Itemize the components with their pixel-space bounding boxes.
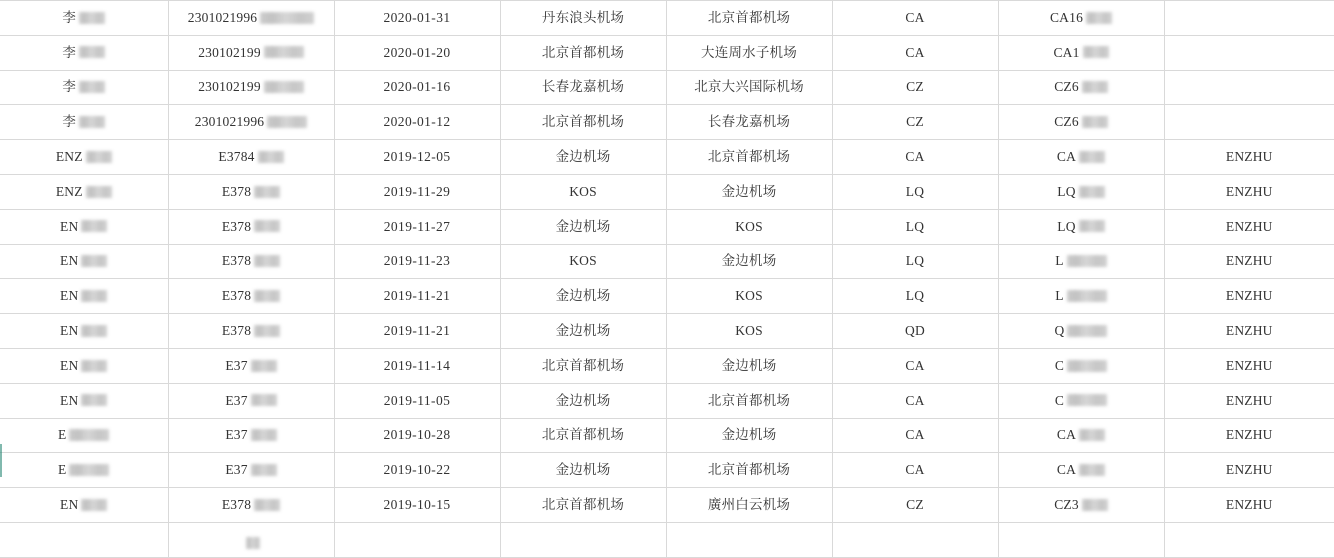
cell-id-number[interactable]: E378	[168, 279, 334, 314]
cell-flight-number[interactable]: CA	[998, 453, 1164, 488]
cell-flight-date[interactable]: 2019-11-21	[334, 314, 500, 349]
redaction-block	[260, 12, 314, 24]
cell-departure-airport[interactable]: 长春龙嘉机场	[500, 70, 666, 105]
cell-passenger-name[interactable]: EN	[0, 348, 168, 383]
cell-departure-airport[interactable]: 北京首都机场	[500, 418, 666, 453]
cell-id-number[interactable]: E37	[168, 348, 334, 383]
cell-passenger-name[interactable]: 李	[0, 105, 168, 140]
table-row[interactable]	[0, 418, 1334, 453]
cell-departure-airport[interactable]: 金边机场	[500, 453, 666, 488]
cell-departure-airport[interactable]: KOS	[500, 174, 666, 209]
cell-agent[interactable]	[1164, 522, 1334, 557]
cell-passenger-name[interactable]: EN	[0, 209, 168, 244]
cell-passenger-name[interactable]: E	[0, 453, 168, 488]
redaction-block	[86, 151, 112, 163]
redaction-block	[1067, 394, 1107, 406]
cell-flight-date[interactable]: 2019-10-15	[334, 488, 500, 523]
table-row[interactable]	[0, 244, 1334, 279]
cell-agent[interactable]: ENZHU	[1164, 140, 1334, 175]
redaction-block	[1083, 46, 1109, 58]
table-row[interactable]	[0, 314, 1334, 349]
cell-agent[interactable]: ENZHU	[1164, 348, 1334, 383]
table-row[interactable]	[0, 70, 1334, 105]
cell-passenger-name[interactable]: ENZ	[0, 174, 168, 209]
table-row[interactable]	[0, 488, 1334, 523]
cell-flight-number[interactable]: CA	[998, 418, 1164, 453]
redaction-block	[1067, 325, 1107, 337]
table-row[interactable]	[0, 279, 1334, 314]
cell-agent[interactable]: ENZHU	[1164, 174, 1334, 209]
cell-flight-date[interactable]: 2019-11-29	[334, 174, 500, 209]
row-selection-marker	[0, 444, 2, 477]
cell-departure-airport[interactable]: 金边机场	[500, 383, 666, 418]
cell-flight-date[interactable]: 2020-01-20	[334, 35, 500, 70]
redaction-block	[254, 186, 280, 198]
cell-departure-airport[interactable]	[500, 522, 666, 557]
cell-id-number[interactable]: E37	[168, 418, 334, 453]
cell-arrival-airport[interactable]: KOS	[666, 279, 832, 314]
redaction-block	[251, 394, 277, 406]
table-row[interactable]	[0, 383, 1334, 418]
cell-flight-date[interactable]: 2019-11-14	[334, 348, 500, 383]
cell-arrival-airport[interactable]: 北京首都机场	[666, 383, 832, 418]
cell-id-number[interactable]: 2301021996	[168, 105, 334, 140]
redaction-block	[79, 46, 105, 58]
cell-id-number[interactable]: E378	[168, 314, 334, 349]
cell-agent[interactable]	[1164, 1, 1334, 36]
cell-departure-airport[interactable]: 北京首都机场	[500, 348, 666, 383]
table-row[interactable]	[0, 348, 1334, 383]
cell-airline-code[interactable]: CA	[832, 140, 998, 175]
cell-flight-date[interactable]: 2019-12-05	[334, 140, 500, 175]
table-row[interactable]	[0, 174, 1334, 209]
cell-departure-airport[interactable]: 金边机场	[500, 314, 666, 349]
redaction-block	[81, 255, 107, 267]
cell-agent[interactable]	[1164, 105, 1334, 140]
table-row[interactable]	[0, 209, 1334, 244]
redaction-block	[81, 290, 107, 302]
cell-id-number[interactable]: E37	[168, 383, 334, 418]
cell-arrival-airport[interactable]: 长春龙嘉机场	[666, 105, 832, 140]
cell-flight-date[interactable]: 2019-11-23	[334, 244, 500, 279]
cell-airline-code[interactable]: LQ	[832, 174, 998, 209]
table-row[interactable]	[0, 1, 1334, 36]
cell-passenger-name[interactable]: EN	[0, 488, 168, 523]
cell-departure-airport[interactable]: 丹东浪头机场	[500, 1, 666, 36]
cell-airline-code[interactable]: CA	[832, 383, 998, 418]
table-row[interactable]	[0, 105, 1334, 140]
cell-departure-airport[interactable]: 北京首都机场	[500, 488, 666, 523]
redaction-block	[81, 360, 107, 372]
cell-agent[interactable]: ENZHU	[1164, 488, 1334, 523]
cell-departure-airport[interactable]: 金边机场	[500, 140, 666, 175]
redaction-block	[79, 116, 105, 128]
redaction-block	[264, 81, 304, 93]
table-row[interactable]	[0, 522, 1334, 557]
cell-departure-airport[interactable]: 北京首都机场	[500, 105, 666, 140]
cell-flight-number[interactable]: LQ	[998, 174, 1164, 209]
cell-arrival-airport[interactable]: 北京大兴国际机场	[666, 70, 832, 105]
cell-agent[interactable]	[1164, 35, 1334, 70]
cell-flight-number[interactable]	[998, 522, 1164, 557]
cell-flight-number[interactable]: CZ6	[998, 70, 1164, 105]
redaction-block	[1082, 116, 1108, 128]
cell-airline-code[interactable]: QD	[832, 314, 998, 349]
redaction-block	[86, 186, 112, 198]
redaction-block	[79, 81, 105, 93]
redaction-block	[254, 499, 280, 511]
redaction-block	[1079, 464, 1105, 476]
redaction-block	[1082, 499, 1108, 511]
cell-airline-code[interactable]: CZ	[832, 488, 998, 523]
redaction-block	[251, 464, 277, 476]
cell-id-number[interactable]: E378	[168, 174, 334, 209]
cell-passenger-name[interactable]: EN	[0, 314, 168, 349]
cell-passenger-name[interactable]: 李	[0, 1, 168, 36]
cell-flight-number[interactable]: C	[998, 348, 1164, 383]
redaction-block	[246, 537, 260, 549]
cell-arrival-airport[interactable]: KOS	[666, 209, 832, 244]
cell-arrival-airport[interactable]: 金边机场	[666, 418, 832, 453]
cell-agent[interactable]: ENZHU	[1164, 383, 1334, 418]
redaction-block	[251, 360, 277, 372]
cell-flight-number[interactable]: CA	[998, 140, 1164, 175]
cell-departure-airport[interactable]: 北京首都机场	[500, 35, 666, 70]
cell-flight-number[interactable]: L	[998, 279, 1164, 314]
cell-flight-number[interactable]: CA1	[998, 35, 1164, 70]
cell-flight-date[interactable]	[334, 522, 500, 557]
cell-departure-airport[interactable]: KOS	[500, 244, 666, 279]
cell-agent[interactable]: ENZHU	[1164, 279, 1334, 314]
cell-departure-airport[interactable]: 金边机场	[500, 279, 666, 314]
cell-arrival-airport[interactable]: 大连周水子机场	[666, 35, 832, 70]
table-body	[0, 1, 1334, 558]
cell-passenger-name[interactable]: E	[0, 418, 168, 453]
cell-flight-date[interactable]: 2019-11-05	[334, 383, 500, 418]
cell-id-number[interactable]: E3784	[168, 140, 334, 175]
cell-id-number[interactable]: E37	[168, 453, 334, 488]
cell-arrival-airport[interactable]: 廣州白云机场	[666, 488, 832, 523]
cell-flight-number[interactable]: CZ6	[998, 105, 1164, 140]
redaction-block	[81, 499, 107, 511]
cell-flight-date[interactable]: 2020-01-16	[334, 70, 500, 105]
cell-passenger-name[interactable]: ENZ	[0, 140, 168, 175]
redaction-block	[1079, 186, 1105, 198]
cell-airline-code[interactable]: CA	[832, 35, 998, 70]
redaction-block	[254, 290, 280, 302]
cell-airline-code[interactable]: CA	[832, 348, 998, 383]
cell-arrival-airport[interactable]	[666, 522, 832, 557]
cell-flight-date[interactable]: 2019-10-28	[334, 418, 500, 453]
cell-flight-date[interactable]: 2019-10-22	[334, 453, 500, 488]
redaction-block	[264, 46, 304, 58]
cell-airline-code[interactable]: LQ	[832, 279, 998, 314]
cell-airline-code[interactable]: CA	[832, 418, 998, 453]
redaction-block	[1079, 151, 1105, 163]
redaction-block	[1086, 12, 1112, 24]
cell-arrival-airport[interactable]: 金边机场	[666, 348, 832, 383]
redaction-block	[251, 429, 277, 441]
cell-flight-number[interactable]: CZ3	[998, 488, 1164, 523]
cell-flight-date[interactable]: 2020-01-31	[334, 1, 500, 36]
redaction-block	[1067, 360, 1107, 372]
cell-id-number[interactable]: E378	[168, 209, 334, 244]
cell-passenger-name[interactable]: EN	[0, 244, 168, 279]
cell-agent[interactable]: ENZHU	[1164, 209, 1334, 244]
cell-passenger-name[interactable]: EN	[0, 279, 168, 314]
cell-flight-number[interactable]: L	[998, 244, 1164, 279]
redaction-block	[69, 464, 109, 476]
cell-arrival-airport[interactable]: KOS	[666, 314, 832, 349]
redaction-block	[81, 394, 107, 406]
cell-id-number[interactable]	[168, 522, 334, 557]
table-row[interactable]	[0, 140, 1334, 175]
cell-agent[interactable]: ENZHU	[1164, 418, 1334, 453]
redaction-block	[267, 116, 307, 128]
cell-flight-date[interactable]: 2019-11-27	[334, 209, 500, 244]
redaction-block	[81, 325, 107, 337]
cell-arrival-airport[interactable]: 北京首都机场	[666, 140, 832, 175]
cell-airline-code[interactable]: CA	[832, 453, 998, 488]
cell-agent[interactable]: ENZHU	[1164, 244, 1334, 279]
cell-airline-code[interactable]: CA	[832, 1, 998, 36]
redaction-block	[254, 325, 280, 337]
cell-arrival-airport[interactable]: 金边机场	[666, 174, 832, 209]
table-row[interactable]	[0, 453, 1334, 488]
cell-id-number[interactable]: E378	[168, 244, 334, 279]
cell-id-number[interactable]: 230102199	[168, 35, 334, 70]
redaction-block	[69, 429, 109, 441]
cell-airline-code[interactable]: LQ	[832, 209, 998, 244]
cell-airline-code[interactable]	[832, 522, 998, 557]
table-row[interactable]	[0, 35, 1334, 70]
cell-departure-airport[interactable]: 金边机场	[500, 209, 666, 244]
cell-airline-code[interactable]: LQ	[832, 244, 998, 279]
redaction-block	[1067, 290, 1107, 302]
cell-id-number[interactable]: 2301021996	[168, 1, 334, 36]
cell-flight-number[interactable]: C	[998, 383, 1164, 418]
cell-arrival-airport[interactable]: 金边机场	[666, 244, 832, 279]
cell-agent[interactable]: ENZHU	[1164, 453, 1334, 488]
cell-flight-date[interactable]: 2019-11-21	[334, 279, 500, 314]
cell-id-number[interactable]: E378	[168, 488, 334, 523]
cell-passenger-name[interactable]: 李	[0, 70, 168, 105]
cell-agent[interactable]: ENZHU	[1164, 314, 1334, 349]
redaction-block	[1079, 429, 1105, 441]
cell-id-number[interactable]: 230102199	[168, 70, 334, 105]
cell-airline-code[interactable]: CZ	[832, 105, 998, 140]
redaction-block	[79, 12, 105, 24]
cell-flight-number[interactable]: CA16	[998, 1, 1164, 36]
redaction-block	[254, 220, 280, 232]
cell-flight-number[interactable]: LQ	[998, 209, 1164, 244]
cell-passenger-name[interactable]: 李	[0, 35, 168, 70]
cell-airline-code[interactable]: CZ	[832, 70, 998, 105]
cell-passenger-name[interactable]: EN	[0, 383, 168, 418]
redaction-block	[1067, 255, 1107, 267]
cell-arrival-airport[interactable]: 北京首都机场	[666, 1, 832, 36]
cell-arrival-airport[interactable]: 北京首都机场	[666, 453, 832, 488]
redaction-block	[1082, 81, 1108, 93]
redaction-block	[81, 220, 107, 232]
cell-flight-number[interactable]: Q	[998, 314, 1164, 349]
cell-passenger-name[interactable]	[0, 522, 168, 557]
cell-agent[interactable]	[1164, 70, 1334, 105]
redaction-block	[258, 151, 284, 163]
redaction-block	[1079, 220, 1105, 232]
cell-flight-date[interactable]: 2020-01-12	[334, 105, 500, 140]
redaction-block	[254, 255, 280, 267]
